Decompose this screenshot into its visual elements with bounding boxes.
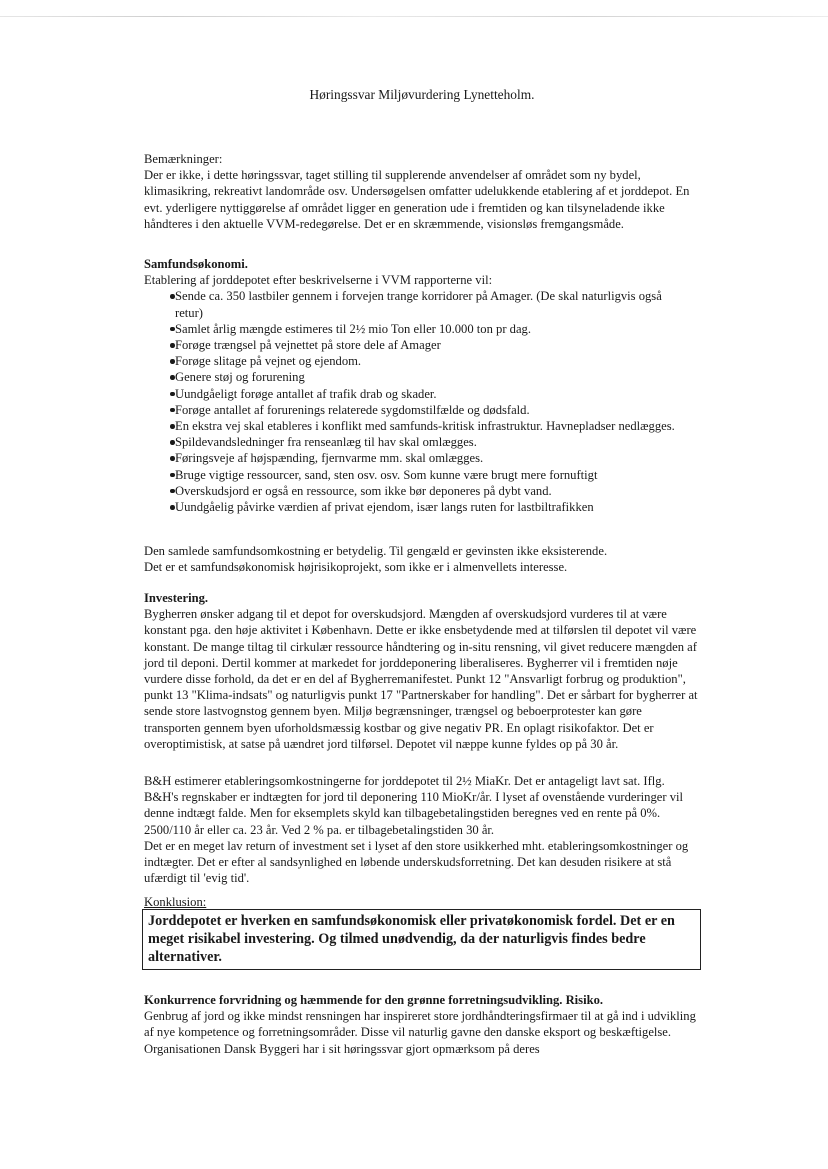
remarks-label: Bemærkninger: bbox=[144, 152, 223, 166]
list-item: En ekstra vej skal etableres i konflikt med samfunds-kritisk infrastruktur. Havnepladser nedlægges. bbox=[144, 418, 700, 434]
list-item: Uundgåeligt forøge antallet af trafik drab og skader. bbox=[144, 386, 700, 402]
list-item: Forøge slitage på vejnet og ejendom. bbox=[144, 353, 700, 369]
remarks-text: Der er ikke, i dette høringssvar, taget stilling til supplerende anvendelser af området som ny bydel, klimasikring, rekreativt landområde osv. Undersøgelsen omfatter udelukkende etablering af et jorddepot. En evt. yderligere nyttiggørelse af området ligger en generation ude i fremtiden og kan tilsyneladende ikke håndteres i den aktuelle VVM-redegørelse. Det er en skræmmende, visionsløs fremgangsmåde. bbox=[144, 168, 690, 231]
summary-line: Den samlede samfundsomkostning er betydelig. Til gengæld er gevinsten ikke eksisterende. bbox=[144, 544, 608, 558]
list-item: Sende ca. 350 lastbiler gennem i forvejen trange korridorer på Amager. (De skal naturligvis også retur) bbox=[144, 288, 700, 320]
list-item: Forøge antallet af forurenings relaterede sygdomstilfælde og dødsfald. bbox=[144, 402, 700, 418]
samfund-heading: Samfundsøkonomi. bbox=[144, 257, 248, 271]
investering-calculation bbox=[144, 773, 700, 886]
list-item: Uundgåelig påvirke værdien af privat ejendom, især langs ruten for lastbiltrafikken bbox=[144, 499, 700, 515]
list-item: Bruge vigtige ressourcer, sand, sten osv. osv. Som kunne være brugt mere fornuftigt bbox=[144, 467, 700, 483]
document-title: Høringssvar Miljøvurdering Lynetteholm. bbox=[309, 87, 535, 102]
konkurrence-text: Genbrug af jord og ikke mindst rensningen har inspireret store jordhåndteringsfirmaer til at gå ind i udvikling af nye kompetence og forretningsområder. Disse vil naturlig gavne den danske eksport og beskæftigelse. Organisationen Dansk Byggeri har i sit høringssvar gjort opmærksom på deres bbox=[144, 1009, 696, 1056]
investering-heading: Investering. bbox=[144, 591, 209, 605]
remarks-section bbox=[144, 151, 700, 232]
samfund-summary bbox=[144, 543, 700, 575]
konkurrence-heading: Konkurrence forvridning og hæmmende for den grønne forretningsudvikling. Risiko. bbox=[144, 993, 604, 1007]
summary-line: Det er et samfundsøkonomisk højrisikoprojekt, som ikke er i almenvellets interesse. bbox=[144, 560, 568, 575]
konkurrence-section bbox=[144, 992, 700, 1057]
samfund-intro: Etablering af jorddepotet efter beskrivelserne i VVM rapporterne vil: bbox=[144, 273, 493, 288]
list-item: Genere støj og forurening bbox=[144, 369, 700, 385]
list-item: Føringsveje af højspænding, fjernvarme mm. skal omlægges. bbox=[144, 450, 700, 466]
list-item: Samlet årlig mængde estimeres til 2½ mio Ton eller 10.000 ton pr dag. bbox=[144, 321, 700, 337]
samfund-section bbox=[144, 256, 700, 515]
investering-paragraph: Det er en meget lav return of investment set i lyset af den store usikkerhed mht. etableringsomkostninger og indtægter. Det er efter al sandsynlighed en løbende underskudsforretning. Det kan desuden risikere at stå ufærdigt til 'evig tid'. bbox=[144, 838, 689, 886]
samfund-bullet-list bbox=[144, 288, 700, 515]
conclusion-box: Jorddepotet er hverken en samfundsøkonomisk eller privatøkonomisk fordel. Det er en meget risikabel investering. Og tilmed unødvendig, da der naturligvis findes bedre alternativer. bbox=[142, 909, 701, 970]
investering-paragraph: B&H estimerer etableringsomkostningerne for jorddepotet til 2½ MiaKr. Det er antageligt lavt sat. Iflg. B&H's regnskaber er indtægten for jord til deponering 110 MioKr/år. I lyset af ovenstående vurderinger vil denne indtægt falde. Men for eksemplets skyld kan tilbagebetalingstiden beregnes ved en rente på 0%. 2500/110 år eller ca. 23 år. Ved 2 % pa. er tilbagebetalingstiden 30 år. bbox=[144, 774, 683, 837]
list-item: Forøge trængsel på vejnettet på store dele af Amager bbox=[144, 337, 700, 353]
investering-section bbox=[144, 590, 700, 752]
investering-paragraph: Bygherren ønsker adgang til et depot for overskudsjord. Mængden af overskudsjord vurderes til at være konstant pga. den høje aktivitet i København. Dette er ikke ensbetydende med at tilførslen til depotet vil være konstant. De mange tiltag til cirkulær ressource håndtering og in-situ rensning, vil givet reducere mængden af jord til deponi. Dertil kommer at markedet for jorddeponering liberaliseres. Bygherrer vil i fremtiden nøje vurdere disse forhold, da det er en del af Bygherremanifestet. Punkt 12 "Ansvarligt forbrug og produktion", punkt 13 "Klima-indsats" og naturligvis punkt 17 "Partnerskaber for handling". Det er sårbart for bygherrer at sende store lastvognstog gennem byen. Miljø begrænsninger, trængsel og beboerprotester kan gøre transporten gennem byen uforholdsmæssig kostbar og give negativ PR. En oplagt risikofaktor. Det er overoptimistisk, at satse på uændret jord tilførsel. Depotet vil næppe kunne fyldes op på 30 år. bbox=[144, 607, 698, 751]
list-item: Overskudsjord er også en ressource, som ikke bør deponeres på dybt vand. bbox=[144, 483, 700, 499]
scan-edge-line bbox=[0, 16, 828, 17]
conclusion-label: Konklusion: bbox=[144, 895, 207, 909]
list-item: Spildevandsledninger fra renseanlæg til hav skal omlægges. bbox=[144, 434, 700, 450]
